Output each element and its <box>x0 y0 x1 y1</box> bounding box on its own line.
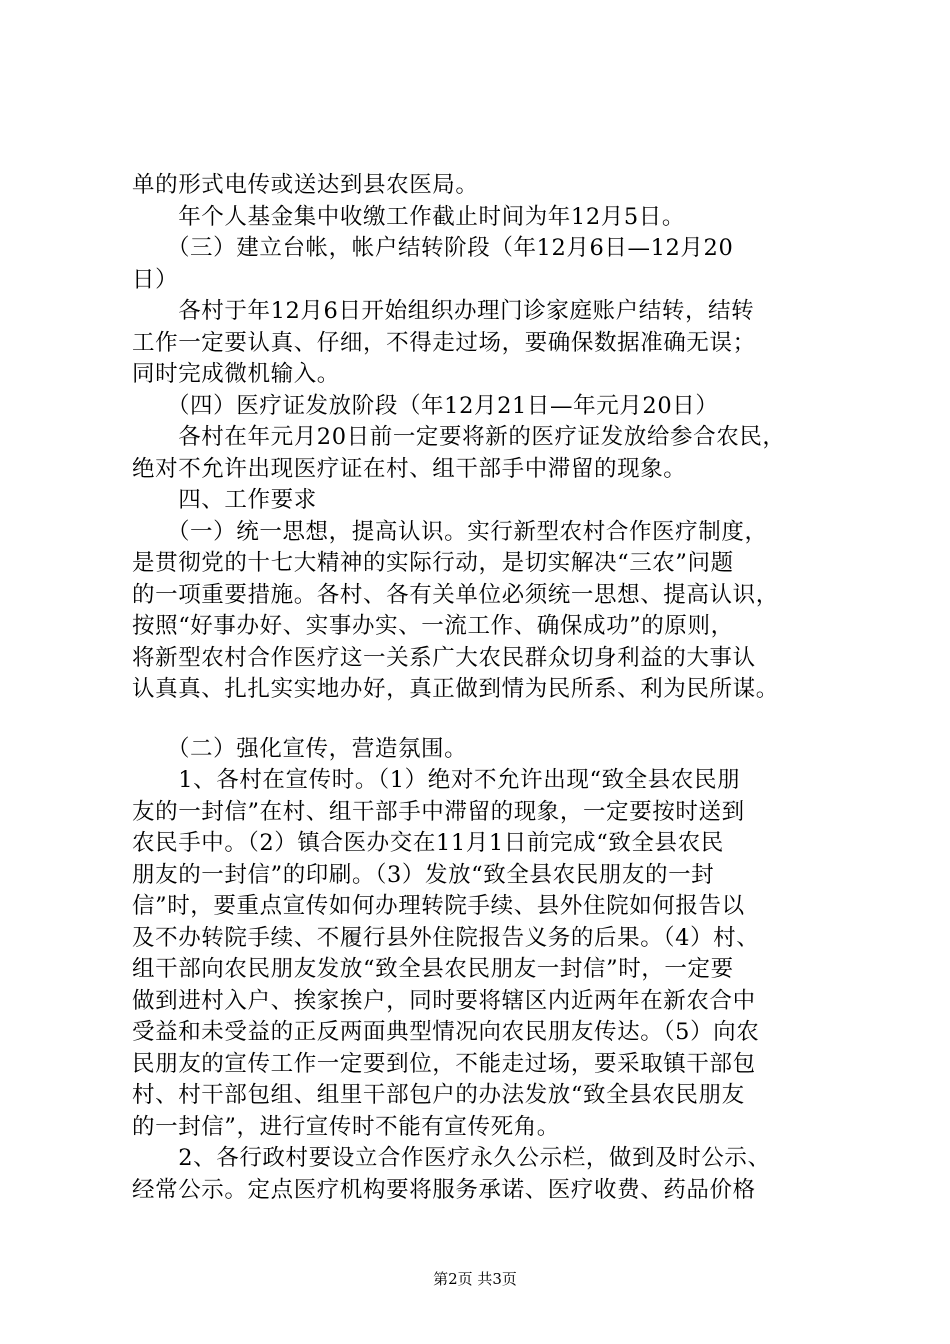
text-line: 各村在年元月20日前一定要将新的医疗证发放给参合农民， <box>132 424 786 450</box>
document-body <box>132 170 837 1206</box>
text-line: 绝对不允许出现医疗证在村、组干部手中滞留的现象。 <box>132 455 687 482</box>
text-line: （二）强化宣传，营造氛围。 <box>132 735 468 762</box>
text-line: 做到进村入户、挨家挨户，同时要将辖区内近两年在新农合中 <box>132 987 756 1014</box>
text-line: 民朋友的宣传工作一定要到位，不能走过场，要采取镇干部包 <box>132 1050 756 1077</box>
text-line: 及不办转院手续、不履行县外住院报告义务的后果。（4）村、 <box>132 924 760 951</box>
text-line: （一）统一思想，提高认识。实行新型农村合作医疗制度， <box>132 518 768 545</box>
text-line: 是贯彻党的十七大精神的实际行动，是切实解决“三农”问题 <box>132 550 734 576</box>
page-number-footer: 第2页 共3页 <box>433 1270 517 1288</box>
text-line: 朋友的一封信”的印刷。（3）发放“致全县农民朋友的一封 <box>132 861 715 888</box>
text-line: 的一项重要措施。各村、各有关单位必须统一思想、提高认识， <box>132 581 779 608</box>
text-line: （三）建立台帐，帐户结转阶段（年12月6日—12月20 <box>132 235 734 261</box>
text-line: 日） <box>132 266 179 293</box>
text-line: 同时完成微机输入。 <box>132 361 340 387</box>
text-line: 组干部向农民朋友发放“致全县农民朋友一封信”时，一定要 <box>132 956 734 982</box>
text-line: 认真真、扎扎实实地办好，真正做到情为民所系、利为民所谋。 <box>132 676 779 702</box>
text-line: 按照“好事办好、实事办实、一流工作、确保成功”的原则， <box>132 613 734 639</box>
text-line: 年个人基金集中收缴工作截止时间为年12月5日。 <box>132 203 685 230</box>
text-line: 1、各村在宣传时。（1）绝对不允许出现“致全县农民朋 <box>132 767 741 793</box>
text-line: 信”时，要重点宣传如何办理转院手续、县外住院如何报告以 <box>132 893 745 919</box>
text-line: 友的一封信”在村、组干部手中滞留的现象，一定要按时送到 <box>132 798 745 825</box>
text-line: 经常公示。定点医疗机构要将服务承诺、医疗收费、药品价格 <box>132 1176 756 1203</box>
text-line: 2、各行政村要设立合作医疗永久公示栏，做到及时公示、 <box>132 1145 771 1171</box>
text-line: （四）医疗证发放阶段（年12月21日—年元月20日） <box>132 392 719 419</box>
text-line: 村、村干部包组、组里干部包户的办法发放“致全县农民朋友 <box>132 1082 745 1108</box>
section-heading: 四、工作要求 <box>132 487 317 513</box>
text-line: 的一封信”，进行宣传时不能有宣传死角。 <box>132 1113 560 1140</box>
text-line: 农民手中。（2）镇合医办交在11月1日前完成“致全县农民 <box>132 830 724 856</box>
text-line: 受益和未受益的正反两面典型情况向农民朋友传达。（5）向农 <box>132 1019 760 1045</box>
text-line: 各村于年12月6日开始组织办理门诊家庭账户结转，结转 <box>132 298 755 324</box>
text-line: 单的形式电传或送达到县农医局。 <box>132 172 479 198</box>
text-line: 工作一定要认真、仔细，不得走过场，要确保数据准确无误； <box>132 329 756 356</box>
text-line: 将新型农村合作医疗这一关系广大农民群众切身利益的大事认 <box>132 644 756 671</box>
paragraph-gap <box>132 706 837 734</box>
